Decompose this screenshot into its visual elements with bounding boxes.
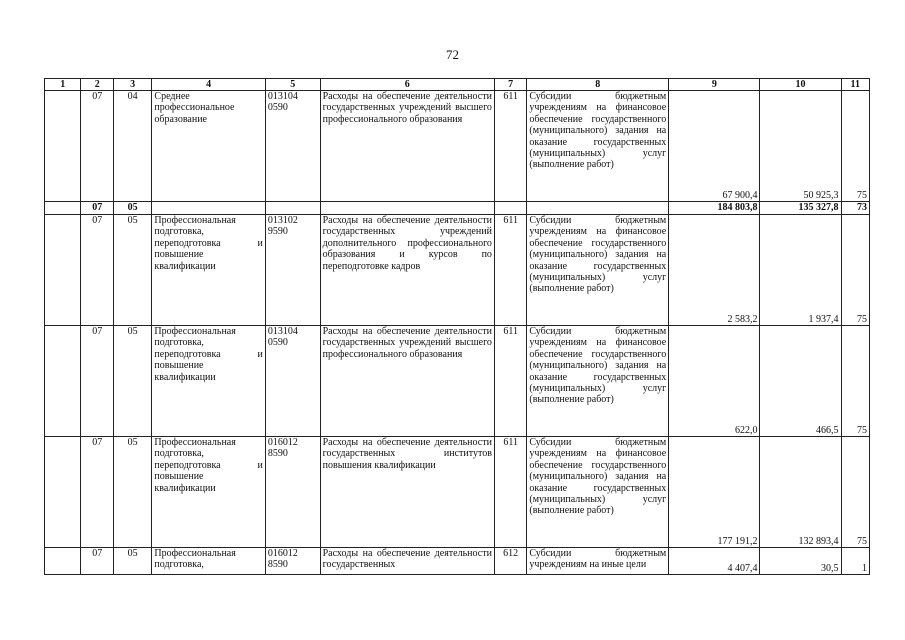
expense-type-name: Субсидии бюджетным учреждениям на финансовое обеспечение государственного (муниципального) задания на оказание государственных (муниципальных) услуг (выполнение работ) <box>527 437 669 548</box>
column-number: 5 <box>265 79 320 91</box>
table-row <box>45 91 870 202</box>
expense-type-name: Субсидии бюджетным учреждениям на иные цели <box>527 548 669 575</box>
empty-cell <box>45 91 81 202</box>
subsection-code: 05 <box>113 215 152 326</box>
table-header-row <box>45 79 870 91</box>
subsection-code: 04 <box>113 91 152 202</box>
target-code-cell <box>265 548 320 575</box>
subsection-name: Профессиональная подготовка, переподготовка и повышение квалификации <box>152 326 266 437</box>
column-number: 8 <box>527 79 669 91</box>
section-code: 07 <box>81 548 113 575</box>
section-code: 07 <box>81 202 113 215</box>
expense-description: Расходы на обеспечение деятельности государственных учреждений дополнительного профессионального образования и курсов по переподготовке кадров <box>320 215 494 326</box>
empty-cell <box>265 202 320 215</box>
planned-amount: 2 583,2 <box>669 215 760 326</box>
execution-percent: 73 <box>841 202 869 215</box>
target-code: 016012 8590 <box>267 437 298 460</box>
expense-type-code: 612 <box>494 548 526 575</box>
subsection-code: 05 <box>113 326 152 437</box>
execution-percent: 75 <box>841 91 869 202</box>
empty-cell <box>45 437 81 548</box>
expense-description: Расходы на обеспечение деятельности государственных учреждений высшего профессионального образования <box>320 326 494 437</box>
subsection-code: 05 <box>113 548 152 575</box>
expense-type-code: 611 <box>494 91 526 202</box>
subsection-name-cell <box>152 91 266 202</box>
planned-amount: 622,0 <box>669 326 760 437</box>
subsection-name: Среднее профессиональное образование <box>154 91 235 125</box>
subsection-code: 05 <box>113 202 152 215</box>
target-code-cell <box>265 437 320 548</box>
expense-type-name: Субсидии бюджетным учреждениям на финансовое обеспечение государственного (муниципального) задания на оказание государственных (муниципальных) услуг (выполнение работ) <box>527 91 669 202</box>
table-row <box>45 548 870 575</box>
table-row <box>45 215 870 326</box>
expense-type-name: Субсидии бюджетным учреждениям на финансовое обеспечение государственного (муниципального) задания на оказание государственных (муниципальных) услуг (выполнение работ) <box>527 215 669 326</box>
empty-cell <box>320 202 494 215</box>
target-code: 016012 8590 <box>267 548 298 571</box>
table-row <box>45 437 870 548</box>
page-number: 72 <box>446 47 459 62</box>
empty-cell <box>45 548 81 575</box>
column-number: 9 <box>669 79 760 91</box>
executed-amount: 132 893,4 <box>760 437 841 548</box>
executed-amount: 50 925,3 <box>760 91 841 202</box>
section-code: 07 <box>81 215 113 326</box>
executed-amount: 30,5 <box>760 548 841 575</box>
subtotal-row <box>45 202 870 215</box>
expense-type-name: Субсидии бюджетным учреждениям на финансовое обеспечение государственного (муниципального) задания на оказание государственных (муниципальных) услуг (выполнение работ) <box>527 326 669 437</box>
empty-cell <box>152 202 266 215</box>
planned-amount: 184 803,8 <box>669 202 760 215</box>
empty-cell <box>527 202 669 215</box>
expense-type-code: 611 <box>494 215 526 326</box>
executed-amount: 466,5 <box>760 326 841 437</box>
budget-table <box>44 78 870 575</box>
executed-amount: 1 937,4 <box>760 215 841 326</box>
target-code-cell <box>265 326 320 437</box>
column-number: 2 <box>81 79 113 91</box>
target-code: 013102 9590 <box>267 215 298 238</box>
expense-type-code: 611 <box>494 437 526 548</box>
section-code: 07 <box>81 326 113 437</box>
column-number: 10 <box>760 79 841 91</box>
execution-percent: 75 <box>841 437 869 548</box>
column-number: 1 <box>45 79 81 91</box>
column-number: 4 <box>152 79 266 91</box>
target-code-cell <box>265 215 320 326</box>
expense-description: Расходы на обеспечение деятельности государственных институтов повышения квалификации <box>320 437 494 548</box>
empty-cell <box>494 202 526 215</box>
execution-percent: 1 <box>841 548 869 575</box>
section-code: 07 <box>81 91 113 202</box>
empty-cell <box>45 326 81 437</box>
planned-amount: 177 191,2 <box>669 437 760 548</box>
subsection-code: 05 <box>113 437 152 548</box>
column-number: 3 <box>113 79 152 91</box>
target-code: 013104 0590 <box>267 91 298 114</box>
column-number: 7 <box>494 79 526 91</box>
column-number: 6 <box>320 79 494 91</box>
execution-percent: 75 <box>841 215 869 326</box>
target-code: 013104 0590 <box>267 326 298 349</box>
executed-amount: 135 327,8 <box>760 202 841 215</box>
target-code-cell <box>265 91 320 202</box>
subsection-name: Профессиональная подготовка, переподготовка и повышение квалификации <box>152 437 266 548</box>
section-code: 07 <box>81 437 113 548</box>
column-number: 11 <box>841 79 869 91</box>
table-row <box>45 326 870 437</box>
empty-cell <box>45 215 81 326</box>
execution-percent: 75 <box>841 326 869 437</box>
planned-amount: 67 900,4 <box>669 91 760 202</box>
expense-description: Расходы на обеспечение деятельности государственных учреждений высшего профессионального образования <box>320 91 494 202</box>
expense-description: Расходы на обеспечение деятельности государственных <box>320 548 494 575</box>
expense-type-code: 611 <box>494 326 526 437</box>
empty-cell <box>45 202 81 215</box>
subsection-name: Профессиональная подготовка, <box>152 548 266 575</box>
subsection-name: Профессиональная подготовка, переподготовка и повышение квалификации <box>152 215 266 326</box>
planned-amount: 4 407,4 <box>669 548 760 575</box>
